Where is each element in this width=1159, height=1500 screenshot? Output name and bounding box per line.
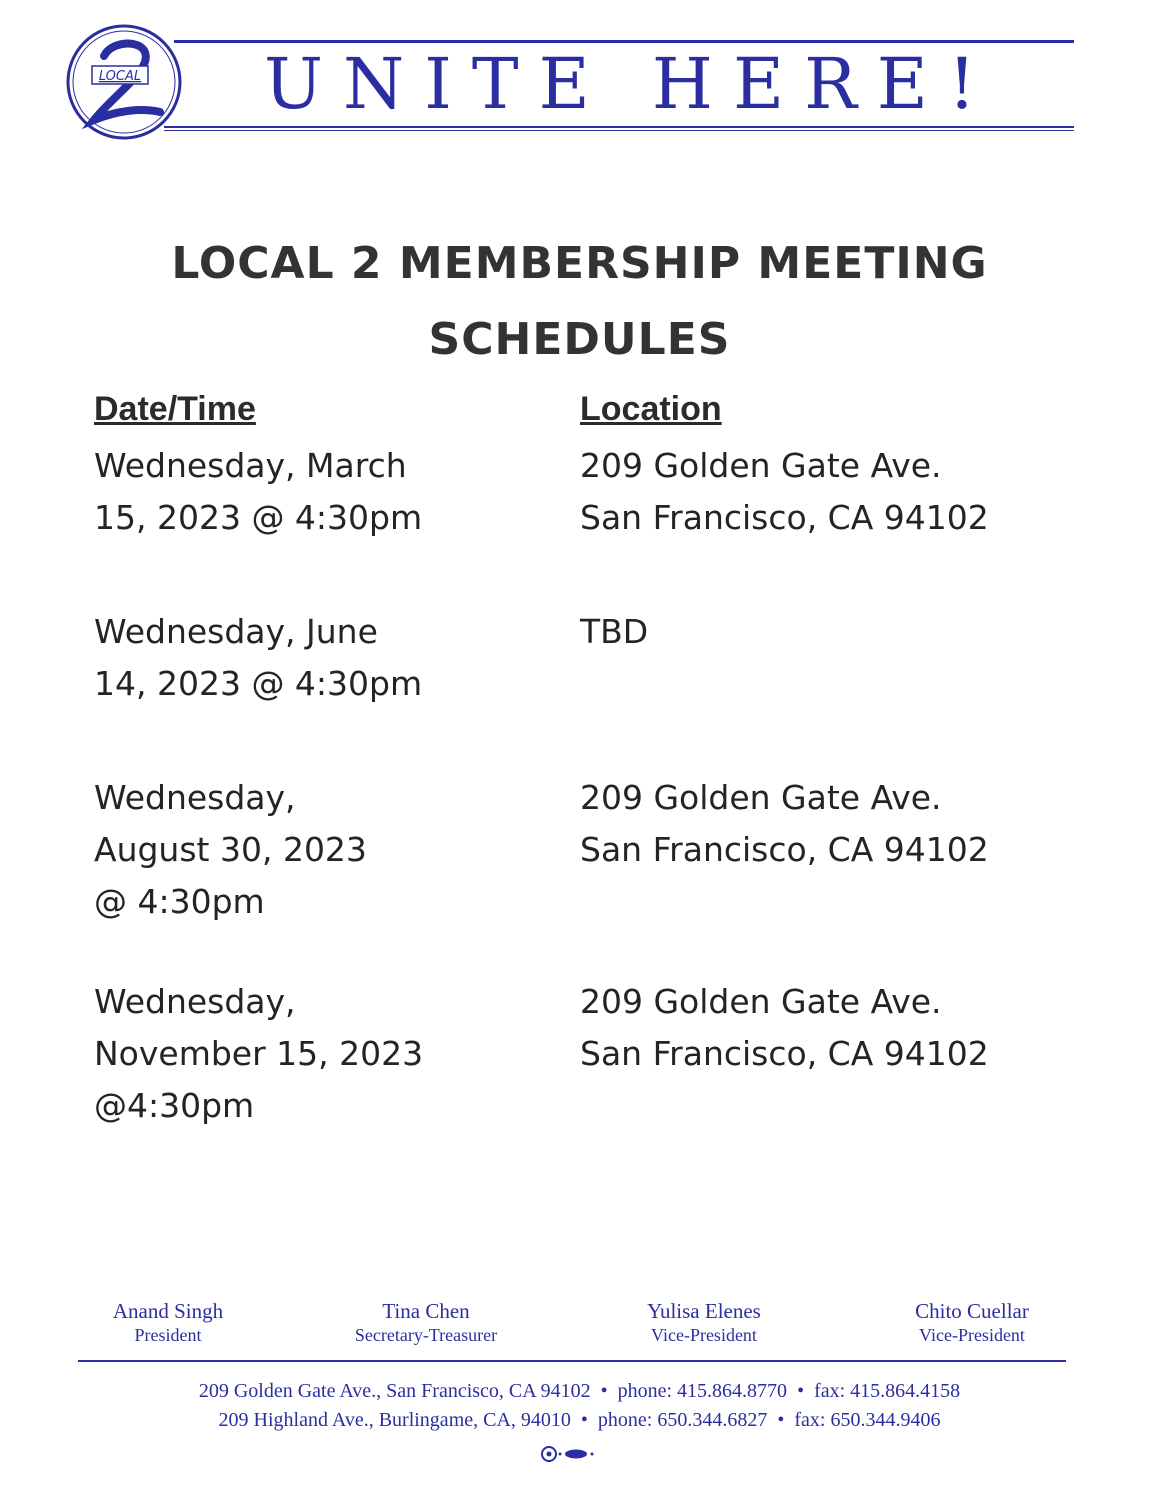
local-2-logo (64, 22, 184, 142)
meeting-date: Wednesday, March 15, 2023 @ 4:30pm (94, 446, 423, 537)
meeting-location: 209 Golden Gate Ave. San Francisco, CA 94102 (580, 982, 989, 1073)
page-title (0, 226, 1159, 378)
officer-role: Vice-President (919, 1325, 1025, 1345)
officer-name: Yulisa Elenes (647, 1299, 761, 1323)
bullet-icon: • (600, 1380, 608, 1402)
fax-text: fax: 415.864.4158 (814, 1380, 961, 1402)
bullet-icon: • (580, 1409, 588, 1431)
meeting-date: Wednesday, August 30, 2023 @ 4:30pm (94, 778, 367, 921)
bullet-icon: • (777, 1409, 785, 1431)
officer-role: President (134, 1325, 202, 1345)
meeting-location: 209 Golden Gate Ave. San Francisco, CA 94102 (580, 446, 989, 537)
officer-name: Anand Singh (112, 1299, 224, 1323)
footer-address-burlingame (0, 1409, 1159, 1432)
officer-name: Chito Cuellar (915, 1299, 1029, 1323)
phone-text: phone: 415.864.8770 (617, 1380, 788, 1402)
officer (614, 1298, 794, 1346)
meeting-location: 209 Golden Gate Ave. San Francisco, CA 94102 (580, 778, 989, 869)
header-rule-bottom (164, 126, 1074, 128)
footer-address-sf (0, 1380, 1159, 1403)
header-rule-bottom-thin (164, 130, 1074, 131)
officer (882, 1298, 1062, 1346)
footer-rule (78, 1360, 1066, 1362)
union-bug-icon (540, 1444, 600, 1464)
officer-role: Secretary-Treasurer (354, 1325, 498, 1345)
address-text: 209 Highland Ave., Burlingame, CA, 94010 (218, 1409, 571, 1431)
date-time-header: Date/Time (94, 390, 256, 428)
officer (326, 1298, 526, 1346)
title-line-2: SCHEDULES (428, 314, 731, 365)
officer-role: Vice-President (651, 1325, 757, 1345)
fax-text: fax: 650.344.9406 (794, 1409, 941, 1431)
address-text: 209 Golden Gate Ave., San Francisco, CA 94102 (198, 1380, 591, 1402)
officer-name: Tina Chen (382, 1299, 470, 1323)
meeting-date: Wednesday, November 15, 2023 @4:30pm (94, 982, 424, 1125)
officer (78, 1298, 258, 1346)
meeting-date: Wednesday, June 14, 2023 @ 4:30pm (94, 612, 423, 703)
bullet-icon: • (797, 1380, 805, 1402)
logo-text: LOCAL (98, 69, 142, 84)
location-header: Location (580, 390, 722, 428)
meeting-location: TBD (580, 612, 649, 651)
phone-text: phone: 650.344.6827 (597, 1409, 768, 1431)
title-line-1: LOCAL 2 MEMBERSHIP MEETING (171, 238, 988, 289)
letterhead (64, 22, 1074, 142)
brand-name: UNITE HERE! (264, 43, 997, 125)
